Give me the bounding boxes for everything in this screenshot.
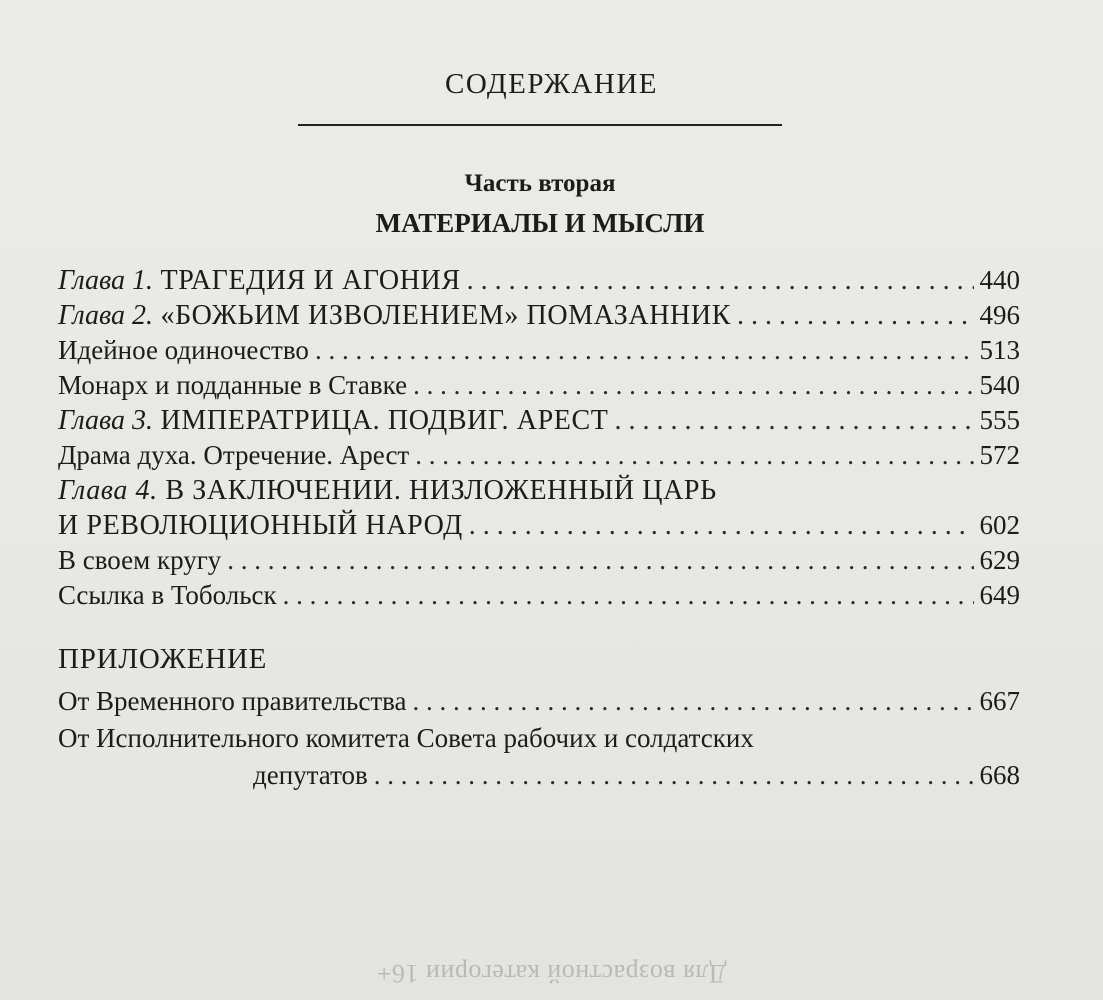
page-number: 496: [979, 300, 1020, 330]
leader-dots: [374, 757, 974, 794]
entry-title: В ЗАКЛЮЧЕНИИ. НИЗЛОЖЕННЫЙ ЦАРЬ: [157, 475, 717, 506]
header-rule: [298, 124, 782, 126]
running-head: СОДЕРЖАНИЕ: [445, 68, 658, 100]
leader-dots: [614, 403, 973, 438]
part-label: Часть вторая: [464, 170, 616, 197]
page-number: 668: [979, 760, 1020, 790]
page-number: 513: [979, 335, 1020, 365]
part-title: МАТЕРИАЛЫ И МЫСЛИ: [375, 208, 705, 238]
leader-dots: [467, 263, 974, 298]
toc-entry-chapter-1[interactable]: [58, 263, 1020, 298]
toc-entry-chapter-4-line-2[interactable]: [58, 508, 1020, 543]
chapter-prefix: Глава 2.: [58, 300, 153, 331]
leader-dots: [737, 298, 974, 333]
toc-entry-section[interactable]: [58, 368, 1020, 403]
table-of-contents: [58, 263, 1020, 613]
toc-entry-chapter-4-line-1[interactable]: [58, 473, 1020, 508]
leader-dots: [413, 368, 973, 403]
chapter-prefix: Глава 4.: [58, 475, 158, 506]
chapter-prefix: Глава 3.: [58, 405, 153, 436]
leader-dots: [415, 438, 973, 473]
entry-title: Ссылка в Тобольск: [58, 580, 277, 610]
page-number: 649: [979, 580, 1020, 610]
page-number: 629: [979, 545, 1020, 575]
toc-entry-section[interactable]: [58, 543, 1020, 578]
page-number: 572: [979, 440, 1020, 470]
toc-entry-chapter-3[interactable]: [58, 403, 1020, 438]
entry-title: От Исполнительного комитета Совета рабочих и солдатских: [58, 723, 754, 753]
toc-entry-section[interactable]: [58, 438, 1020, 473]
page-number: 440: [979, 265, 1020, 295]
entry-title-continued: И РЕВОЛЮЦИОННЫЙ НАРОД: [58, 510, 463, 541]
appendix-list: [58, 683, 1020, 794]
entry-title: Монарх и подданные в Ставке: [58, 370, 408, 400]
entry-title: ИМПЕРАТРИЦА. ПОДВИГ. АРЕСТ: [152, 405, 609, 436]
page-number: 667: [979, 686, 1020, 716]
toc-entry-section[interactable]: [58, 333, 1020, 368]
toc-entry-section[interactable]: [58, 578, 1020, 613]
entry-title: «БОЖЬИМ ИЗВОЛЕНИЕМ» ПОМАЗАННИК: [152, 300, 731, 331]
entry-title: Драма духа. Отречение. Арест: [58, 440, 410, 470]
bleed-through-text: Для возрастной категории 16+: [376, 959, 727, 988]
chapter-prefix: Глава 1.: [58, 265, 153, 296]
entry-title-continued: депутатов: [253, 760, 368, 790]
leader-dots: [283, 578, 974, 613]
appendix-heading: ПРИЛОЖЕНИЕ: [58, 643, 268, 675]
leader-dots: [469, 508, 974, 543]
appendix-entry-line-2[interactable]: [58, 757, 1020, 794]
entry-title: Идейное одиночество: [58, 335, 309, 365]
leader-dots: [413, 683, 974, 720]
entry-title: ТРАГЕДИЯ И АГОНИЯ: [152, 265, 461, 296]
appendix-entry-line-1[interactable]: [58, 720, 1020, 757]
leader-dots: [227, 543, 973, 578]
page-number: 555: [979, 405, 1020, 435]
page-number: 540: [979, 370, 1020, 400]
entry-title: От Временного правительства: [58, 686, 407, 716]
leader-dots: [315, 333, 974, 368]
toc-entry-chapter-2[interactable]: [58, 298, 1020, 333]
entry-title: В своем кругу: [58, 545, 222, 575]
page-number: 602: [979, 510, 1020, 540]
appendix-entry[interactable]: [58, 683, 1020, 720]
